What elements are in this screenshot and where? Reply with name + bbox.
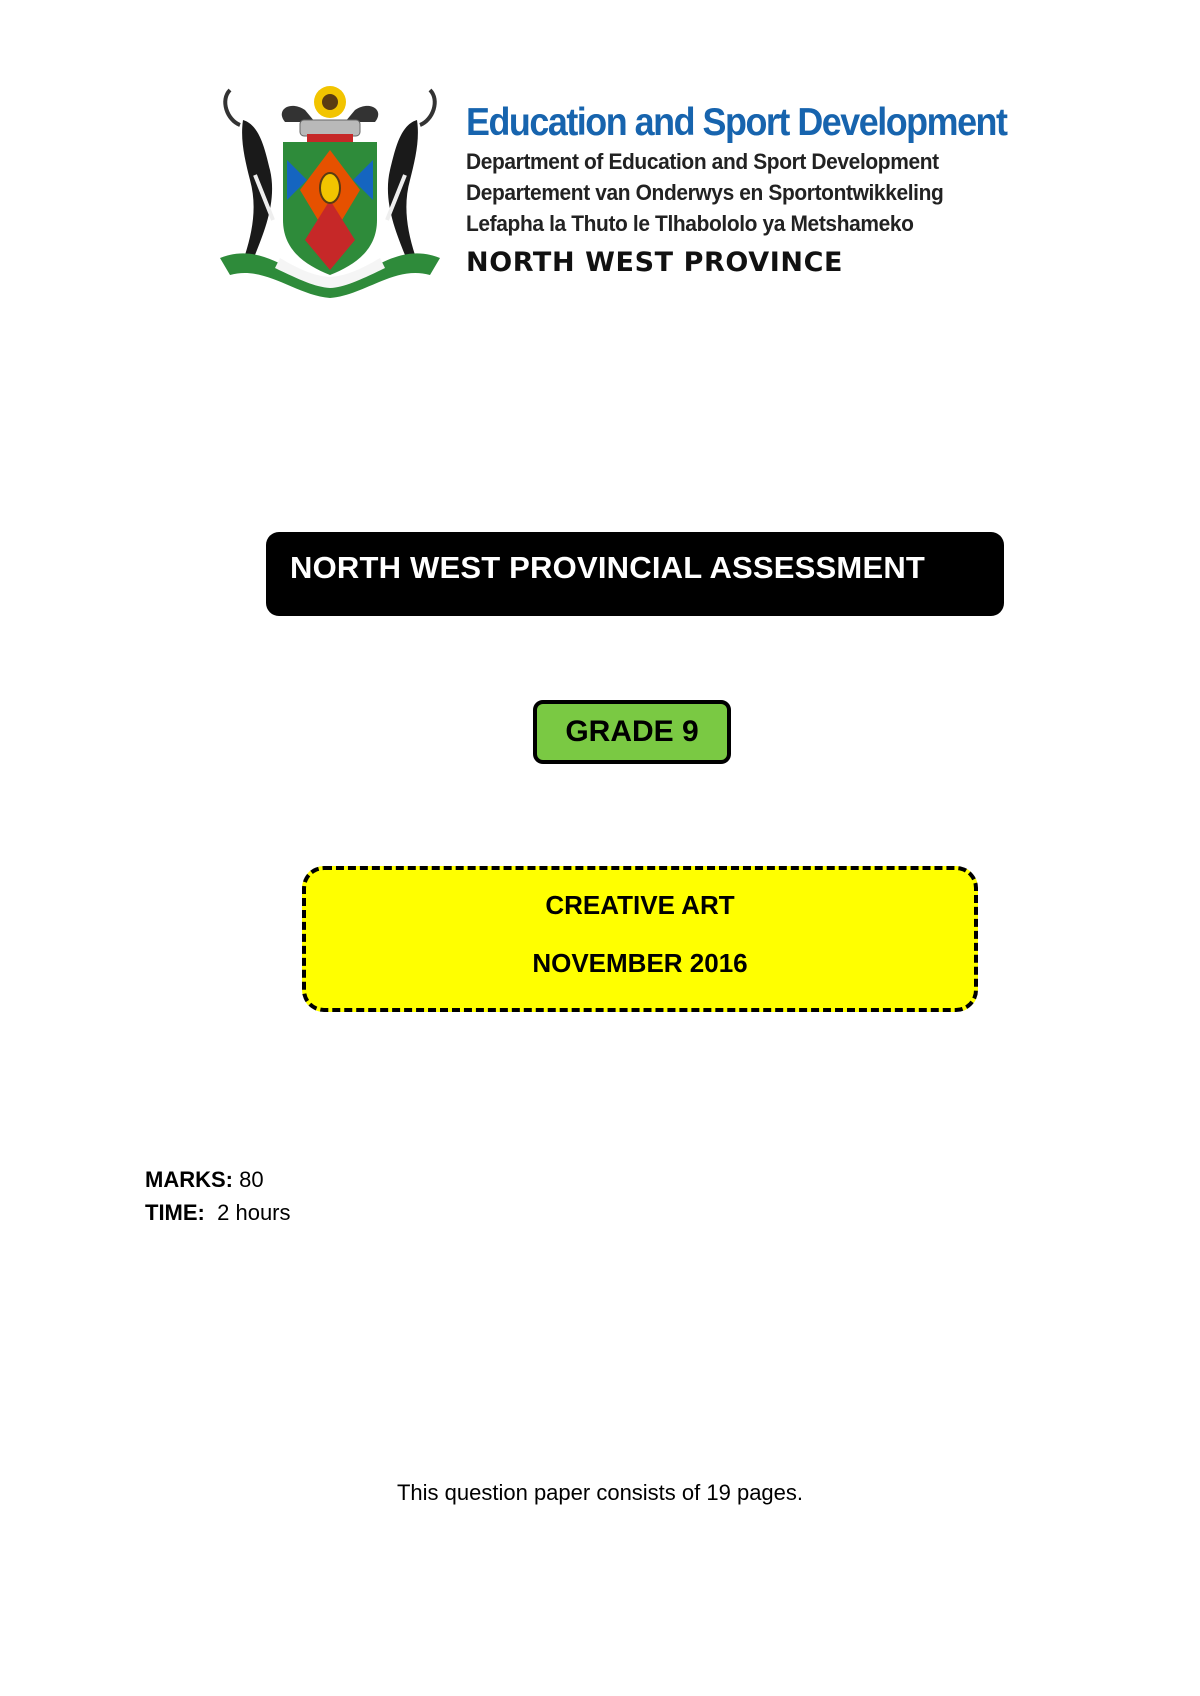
department-header bbox=[466, 100, 1053, 278]
antelope-left-icon bbox=[225, 90, 273, 255]
grade-badge bbox=[533, 700, 731, 764]
marks-row bbox=[145, 1163, 291, 1196]
assessment-title: NORTH WEST PROVINCIAL ASSESSMENT bbox=[290, 550, 926, 585]
exam-meta bbox=[145, 1163, 291, 1229]
time-label: TIME: bbox=[145, 1200, 205, 1225]
subject-name: CREATIVE ART bbox=[545, 890, 735, 920]
shield-icon bbox=[283, 142, 377, 275]
department-name-afrikaans: Departement van Onderwys en Sportontwikkeling bbox=[466, 180, 944, 205]
time-row bbox=[145, 1196, 291, 1229]
grade-label: GRADE 9 bbox=[565, 715, 699, 748]
exam-date: NOVEMBER 2016 bbox=[532, 948, 748, 978]
assessment-title-banner bbox=[266, 532, 1004, 616]
time-value: 2 hours bbox=[217, 1200, 291, 1225]
marks-value: 80 bbox=[239, 1167, 264, 1192]
sunflower-icon bbox=[314, 86, 346, 118]
department-name-setswana: Lefapha la Thuto le Tlhabololo ya Metshameko bbox=[466, 211, 914, 236]
department-name-english: Department of Education and Sport Development bbox=[466, 149, 939, 174]
marks-label: MARKS: bbox=[145, 1167, 233, 1192]
province-name: NORTH WEST PROVINCE bbox=[466, 247, 844, 278]
page-count-note: This question paper consists of 19 pages. bbox=[396, 1480, 804, 1505]
department-title: Education and Sport Development bbox=[466, 101, 1007, 144]
coat-of-arms-logo bbox=[215, 80, 445, 300]
subject-box bbox=[302, 866, 978, 1012]
antelope-right-icon bbox=[387, 90, 435, 255]
